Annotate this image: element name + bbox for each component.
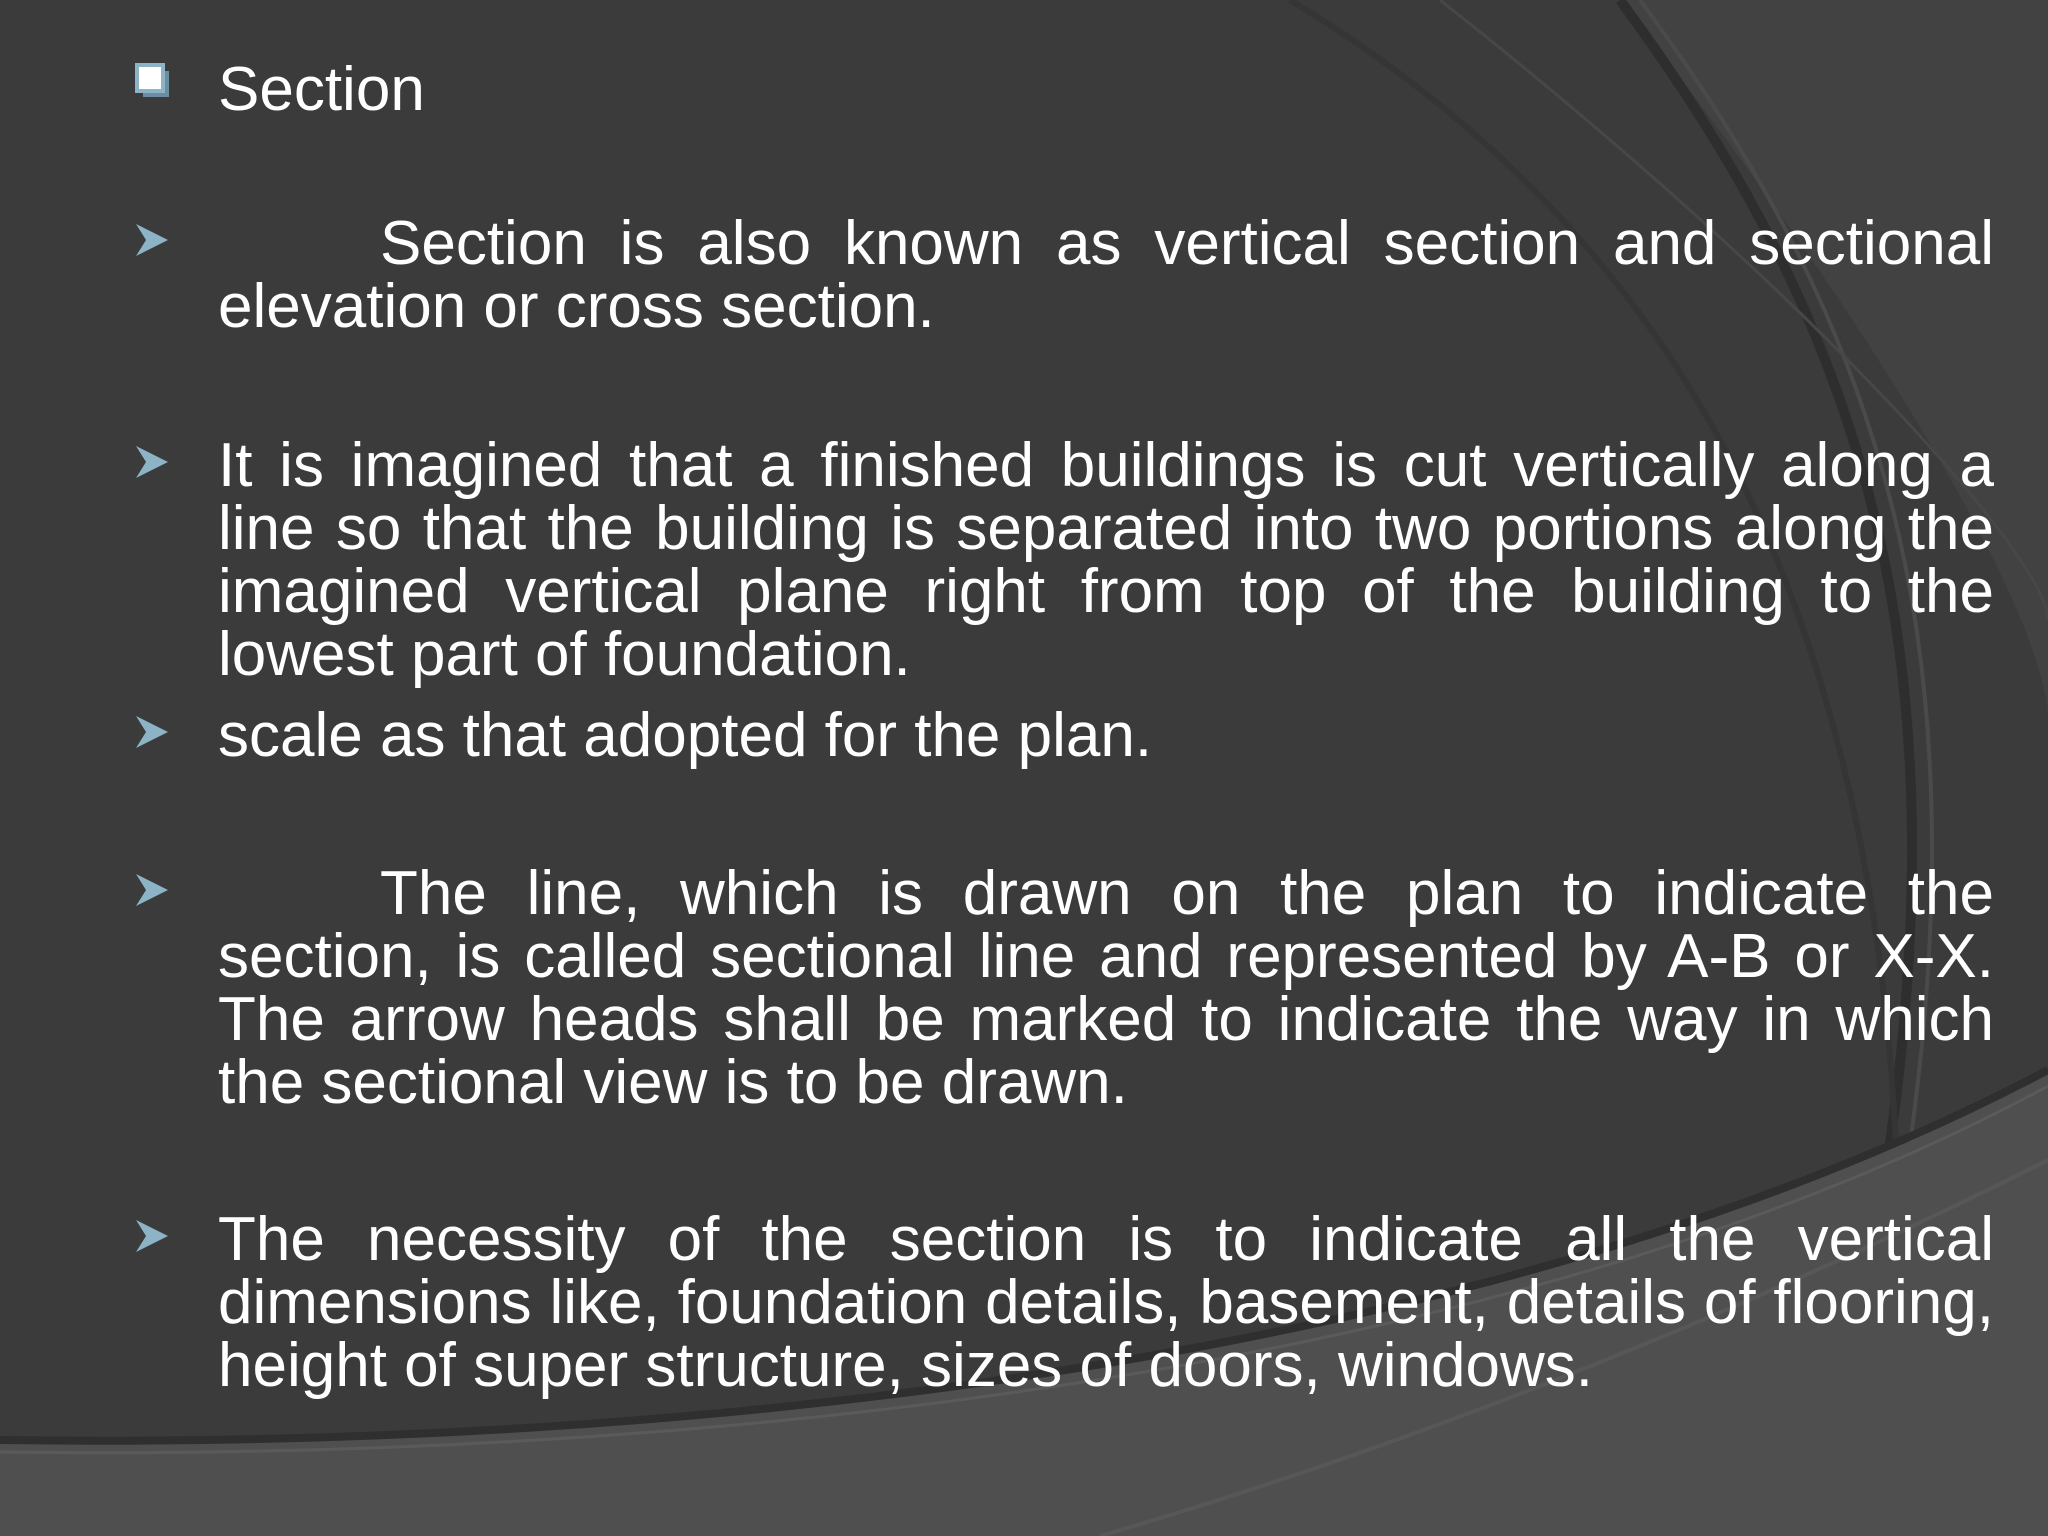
arrowhead-icon bbox=[134, 222, 170, 258]
arrowhead-icon bbox=[134, 1218, 170, 1254]
bullet-text: scale as that adopted for the plan. bbox=[218, 701, 1153, 770]
slide-title-row bbox=[134, 52, 1934, 132]
bullet-text: Section is also known as vertical section and sectional elevation or cross section. bbox=[218, 209, 1994, 341]
bullet-text: It is imagined that a finished buildings is cut vertically along a line so that the building is separated into two portions along the imagined vertical plane right from top of the building to the lowest part of foundation. bbox=[218, 431, 1994, 689]
arrowhead-icon bbox=[134, 444, 170, 480]
arrowhead-icon bbox=[134, 872, 170, 908]
bullet-text: The line, which is drawn on the plan to indicate the section, is called sectional line and represented by A-B or X-X. The arrow heads shall be marked to indicate the way in which the sectional view is to be drawn. bbox=[218, 859, 1994, 1117]
hollow-square-icon bbox=[134, 62, 172, 100]
slide-title: Section bbox=[218, 55, 425, 124]
arrowhead-icon bbox=[134, 714, 170, 750]
bullet-text: The necessity of the section is to indicate all the vertical dimensions like, foundation details, basement, details of flooring, height of super structure, sizes of doors, windows. bbox=[218, 1205, 1994, 1400]
